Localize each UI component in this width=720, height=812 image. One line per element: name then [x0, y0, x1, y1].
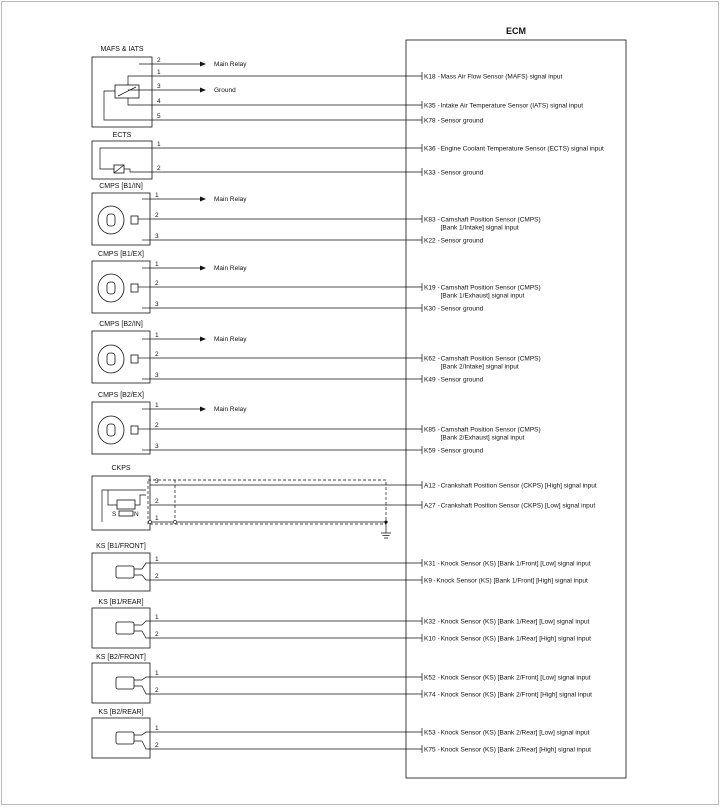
ckps-coil-symbol — [117, 500, 135, 509]
ecm-terminal-separator: - — [437, 117, 440, 125]
ecm-terminal-description: Camshaft Position Sensor (CMPS) — [440, 355, 541, 363]
pin-number: 1 — [155, 332, 159, 339]
hall-sensor-ic — [131, 284, 138, 292]
ground-icon — [381, 533, 391, 538]
ecm-terminal-separator: - — [437, 237, 440, 245]
ecm-terminal-code: K75 — [424, 746, 436, 754]
ecm-terminal-separator: - — [437, 635, 440, 643]
component-title: CMPS [B1/IN] — [99, 183, 143, 190]
ecm-terminal-description: Knock Sensor (KS) [Bank 2/Rear] [Low] signal input — [440, 729, 590, 737]
ecm-terminal-code: A27 — [424, 502, 436, 510]
ecm-terminal-description: [Bank 1/Exhaust] signal input — [440, 292, 525, 300]
ecm-terminal-separator: - — [437, 145, 440, 153]
ecm-terminal-description: Crankshaft Position Sensor (CKPS) [High] signal input — [440, 482, 597, 490]
ecm-terminal-description: Engine Coolant Temperature Sensor (ECTS) signal input — [440, 145, 604, 153]
ecm-terminal-code: K62 — [424, 355, 436, 363]
hall-sensor-core — [107, 353, 115, 365]
ckps-shield-outline — [148, 480, 386, 524]
ecm-terminal-separator: - — [437, 618, 440, 626]
ecm-terminal-separator: - — [437, 729, 440, 737]
arrow-icon — [200, 88, 206, 93]
ecm-terminal-code: K33 — [424, 169, 436, 177]
pin-number: 2 — [157, 165, 161, 172]
ecm-terminal-code: K10 — [424, 635, 436, 643]
pin-number: 1 — [155, 192, 159, 199]
ckps-magnet-symbol — [119, 511, 133, 516]
ecm-terminal-separator: - — [437, 73, 440, 81]
destination-label: Main Relay — [214, 265, 247, 272]
ecm-terminal-description: Crankshaft Position Sensor (CKPS) [Low] signal input — [440, 502, 596, 510]
knock-sensor-symbol — [116, 732, 134, 744]
pin-number: 1 — [157, 69, 161, 76]
pin-number: 2 — [155, 280, 159, 287]
pin-number: 2 — [155, 351, 159, 358]
ecm-terminal-code: K22 — [424, 237, 436, 245]
ecm-terminal-code: K18 — [424, 73, 436, 81]
pin-number: 1 — [155, 556, 159, 563]
pin-number: 1 — [155, 402, 159, 409]
ecm-terminal-description: Sensor ground — [440, 237, 484, 245]
ecm-terminal-code: K59 — [424, 447, 436, 455]
ecm-terminal-description: Camshaft Position Sensor (CMPS) — [440, 216, 541, 224]
pin-number: 2 — [155, 422, 159, 429]
destination-label: Main Relay — [214, 406, 247, 413]
ecm-terminal-description: Knock Sensor (KS) [Bank 1/Rear] [High] signal input — [440, 635, 591, 643]
ckps-south-mark: S — [112, 511, 117, 518]
ecm-terminal-separator: - — [437, 284, 440, 292]
pin-number: 1 — [155, 261, 159, 268]
pin-number: 3 — [155, 233, 159, 240]
ecm-terminal-code: K74 — [424, 691, 436, 699]
splice-point — [173, 520, 176, 523]
ecm-terminal-description: Knock Sensor (KS) [Bank 2/Front] [Low] signal input — [440, 674, 591, 682]
ecm-terminal-description: Sensor ground — [440, 305, 484, 313]
hall-sensor-ic — [131, 216, 138, 224]
ecm-terminal-code: K53 — [424, 729, 436, 737]
ecm-terminal-separator: - — [437, 447, 440, 455]
component-title: KS [B1/FRONT] — [96, 543, 146, 550]
pin-number: 3 — [155, 301, 159, 308]
ecm-terminal-description: Knock Sensor (KS) [Bank 1/Rear] [Low] signal input — [440, 618, 590, 626]
pin-number: 2 — [155, 498, 159, 505]
ecm-terminal-separator: - — [437, 482, 440, 490]
ecm-terminal-code: K32 — [424, 618, 436, 626]
ecm-terminal-code: K85 — [424, 426, 436, 434]
hall-sensor-core — [107, 282, 115, 294]
ecm-terminal-description: Sensor ground — [440, 447, 484, 455]
hall-sensor-core — [107, 424, 115, 436]
knock-sensor-symbol — [116, 566, 134, 578]
ecm-terminal-description: Knock Sensor (KS) [Bank 1/Front] [Low] signal input — [440, 560, 591, 568]
pin-number: 5 — [157, 113, 161, 120]
pin-number: 3 — [155, 372, 159, 379]
ecm-terminal-description: Camshaft Position Sensor (CMPS) — [440, 426, 541, 434]
pin-number: 1 — [155, 670, 159, 677]
component-title: KS [B1/REAR] — [98, 599, 144, 606]
ecm-terminal-description: [Bank 1/Intake] signal input — [440, 224, 519, 232]
destination-label: Main Relay — [214, 336, 247, 343]
ecm-terminal-code: K78 — [424, 117, 436, 125]
ecm-terminal-code: K35 — [424, 102, 436, 110]
pin-number: 3 — [155, 443, 159, 450]
splice-point — [384, 520, 387, 523]
ecm-terminal-separator: - — [437, 746, 440, 754]
pin-number: 3 — [157, 83, 161, 90]
hall-sensor-ic — [131, 426, 138, 434]
pin-number: 2 — [155, 742, 159, 749]
hall-sensor-core — [107, 214, 115, 226]
pin-number: 2 — [155, 687, 159, 694]
component-title: MAFS & IATS — [100, 46, 144, 53]
ecm-terminal-code: K83 — [424, 216, 436, 224]
ecm-terminal-separator: - — [437, 502, 440, 510]
ecm-terminal-description: Sensor ground — [440, 169, 484, 177]
ecm-terminal-description: Camshaft Position Sensor (CMPS) — [440, 284, 541, 292]
component-title: CMPS [B2/IN] — [99, 321, 143, 328]
pin-number: 1 — [157, 141, 161, 148]
component-title: KS [B2/FRONT] — [96, 654, 146, 661]
pin-number: 1 — [155, 725, 159, 732]
arrow-icon — [200, 337, 206, 342]
ecm-terminal-separator: - — [437, 560, 440, 568]
pin-number: 3 — [155, 478, 159, 485]
ecm-terminal-separator: - — [437, 674, 440, 682]
arrow-icon — [200, 62, 206, 67]
pin-number: 2 — [155, 631, 159, 638]
arrow-icon — [200, 197, 206, 202]
ecm-terminal-description: [Bank 2/Exhaust] signal input — [440, 434, 525, 442]
ecm-terminal-code: K36 — [424, 145, 436, 153]
ecm-terminal-description: Mass Air Flow Sensor (MAFS) signal input — [440, 73, 563, 81]
pin-number: 1 — [155, 515, 159, 522]
destination-label: Main Relay — [214, 61, 247, 68]
arrow-icon — [200, 266, 206, 271]
knock-sensor-symbol — [116, 622, 134, 634]
destination-label: Main Relay — [214, 196, 247, 203]
ecm-terminal-separator: - — [437, 355, 440, 363]
component-title: ECTS — [112, 132, 132, 139]
component-title: KS [B2/REAR] — [98, 709, 144, 716]
ecm-terminal-description: Intake Air Temperature Sensor (IATS) signal input — [440, 102, 584, 110]
ecm-terminal-description: Knock Sensor (KS) [Bank 1/Front] [High] signal input — [436, 577, 588, 585]
pin-number: 2 — [155, 573, 159, 580]
ecm-terminal-separator: - — [437, 305, 440, 313]
pin-number: 1 — [155, 614, 159, 621]
pin-number: 4 — [157, 98, 161, 105]
ecm-terminal-description: Sensor ground — [440, 117, 484, 125]
ecm-terminal-code: K31 — [424, 560, 436, 568]
ecm-terminal-separator: - — [437, 169, 440, 177]
ecm-terminal-code: K49 — [424, 376, 436, 384]
ecm-terminal-code: K9 — [424, 577, 432, 585]
ecm-terminal-separator: - — [437, 102, 440, 110]
ecm-terminal-description: Knock Sensor (KS) [Bank 2/Front] [High] signal input — [440, 691, 592, 699]
ecm-title: ECM — [506, 26, 526, 36]
ecm-terminal-separator: - — [437, 216, 440, 224]
ecm-terminal-code: K52 — [424, 674, 436, 682]
ecm-terminal-code: K30 — [424, 305, 436, 313]
component-title: CMPS [B1/EX] — [98, 251, 144, 258]
pin-number: 2 — [155, 212, 159, 219]
ecm-terminal-description: Sensor ground — [440, 376, 484, 384]
destination-label: Ground — [214, 87, 236, 94]
ecm-terminal-code: A12 — [424, 482, 436, 490]
pin-number: 2 — [157, 57, 161, 64]
ecm-terminal-separator: - — [437, 426, 440, 434]
ecm-terminal-separator: - — [437, 691, 440, 699]
arrow-icon — [200, 407, 206, 412]
component-title: CKPS — [111, 465, 131, 472]
hall-sensor-ic — [131, 355, 138, 363]
splice-point — [148, 520, 151, 523]
ecm-terminal-description: [Bank 2/Intake] signal input — [440, 363, 519, 371]
component-title: CMPS [B2/EX] — [98, 392, 144, 399]
ecm-terminal-code: K19 — [424, 284, 436, 292]
ckps-north-mark: N — [134, 511, 139, 518]
ecm-terminal-separator: - — [437, 376, 440, 384]
ecm-terminal-separator: - — [433, 577, 436, 585]
knock-sensor-symbol — [116, 677, 134, 689]
ecm-terminal-description: Knock Sensor (KS) [Bank 2/Rear] [High] signal input — [440, 746, 591, 754]
